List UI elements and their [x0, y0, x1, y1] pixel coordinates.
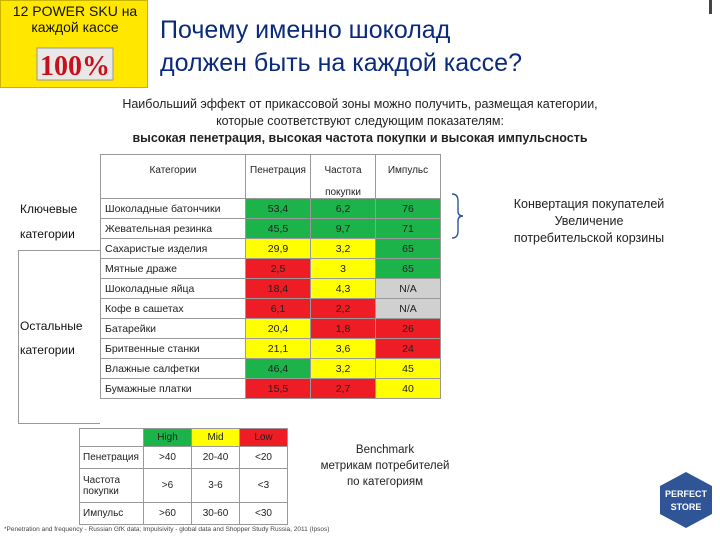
cell-frequency: 4,3: [311, 279, 376, 299]
benchmark-line-1: Benchmark: [355, 444, 415, 456]
table-row: [101, 259, 441, 279]
subtitle-line-2: которые соответствуют следующим показателям:: [216, 114, 504, 128]
row-name: Бритвенные станки: [101, 339, 246, 359]
legend-mid-value: 30-60: [192, 503, 240, 525]
row-name: Бумажные платки: [101, 379, 246, 399]
subtitle: [60, 96, 660, 147]
cell-impulse: 45: [376, 359, 441, 379]
cell-impulse: 71: [376, 219, 441, 239]
group-other-label-2: категории: [20, 343, 75, 357]
header-impulse: Импульс: [376, 155, 441, 199]
page-title: [160, 14, 660, 80]
benchmark-line-2: метрикам потребителей: [320, 460, 450, 472]
cell-penetration: 6,1: [246, 299, 311, 319]
table-row: [101, 219, 441, 239]
cell-penetration: 46,4: [246, 359, 311, 379]
cell-frequency: 2,7: [311, 379, 376, 399]
legend-high-value: >6: [144, 469, 192, 503]
legend-high-value: >60: [144, 503, 192, 525]
table-row: [101, 319, 441, 339]
row-name: Мятные драже: [101, 259, 246, 279]
svg-text:100%: 100%: [40, 51, 110, 82]
legend-mid-value: 20-40: [192, 447, 240, 469]
table-row: [101, 199, 441, 219]
power-sku-badge: [0, 0, 148, 88]
curly-brace-icon: [450, 193, 464, 239]
badge-line-2: каждой кассе: [31, 19, 119, 35]
cell-penetration: 18,4: [246, 279, 311, 299]
cell-impulse: 65: [376, 259, 441, 279]
table-row: [101, 359, 441, 379]
perfect-store-logo-icon: [656, 470, 716, 530]
cell-frequency: 3,6: [311, 339, 376, 359]
row-name: Влажные салфетки: [101, 359, 246, 379]
cell-penetration: 45,5: [246, 219, 311, 239]
svg-text:STORE: STORE: [670, 502, 702, 512]
cell-penetration: 15,5: [246, 379, 311, 399]
legend-low-value: <30: [240, 503, 288, 525]
corner-mark: [709, 0, 712, 14]
badge-text: [1, 3, 149, 35]
conversion-line-2: Увеличение: [554, 214, 624, 228]
subtitle-line-3: высокая пенетрация, высокая частота покупки и высокая импульсность: [132, 131, 588, 145]
cell-frequency: 1,8: [311, 319, 376, 339]
footnote: *Penetration and frequency - Russian GfK data; Impulsivity - global data and Shopper Study Russia, 2011 (Ipsos): [4, 526, 330, 533]
cell-impulse: 40: [376, 379, 441, 399]
legend-mid-value: 3-6: [192, 469, 240, 503]
title-line-1: Почему именно шоколад: [160, 16, 451, 44]
cell-penetration: 21,1: [246, 339, 311, 359]
legend-high-value: >40: [144, 447, 192, 469]
cell-penetration: 53,4: [246, 199, 311, 219]
header-penetration: Пенетрация: [246, 155, 311, 199]
row-name: Шоколадные яйца: [101, 279, 246, 299]
cell-penetration: 29,9: [246, 239, 311, 259]
row-name: Кофе в сашетах: [101, 299, 246, 319]
legend-low: Low: [240, 429, 288, 447]
cell-impulse: 76: [376, 199, 441, 219]
svg-text:PERFECT: PERFECT: [664, 489, 708, 499]
cell-impulse: 65: [376, 239, 441, 259]
row-name: Шоколадные батончики: [101, 199, 246, 219]
benchmark-line-3: по категориям: [346, 476, 424, 488]
table-row: [101, 299, 441, 319]
benchmark-legend-table: [79, 428, 288, 525]
cell-impulse: N/A: [376, 279, 441, 299]
group-other-label-1: Остальные: [20, 319, 83, 333]
cell-penetration: 20,4: [246, 319, 311, 339]
badge-line-1: 12 POWER SKU на: [12, 3, 138, 19]
header-category: Категории: [101, 155, 246, 199]
group-key-label-1: Ключевые: [20, 202, 78, 216]
legend-row: [80, 469, 288, 503]
row-name: Батарейки: [101, 319, 246, 339]
row-name: Сахаристые изделия: [101, 239, 246, 259]
legend-row: [80, 447, 288, 469]
table-row: [101, 279, 441, 299]
cell-frequency: 3,2: [311, 359, 376, 379]
cell-frequency: 3,2: [311, 239, 376, 259]
cell-impulse: 24: [376, 339, 441, 359]
cell-frequency: 9,7: [311, 219, 376, 239]
category-metrics-table: [100, 154, 441, 399]
legend-corner: [80, 429, 144, 447]
title-line-2: должен быть на каждой кассе?: [160, 49, 522, 77]
cell-impulse: N/A: [376, 299, 441, 319]
legend-row-name: Пенетрация: [80, 447, 144, 469]
100-percent-stamp-icon: [35, 44, 115, 84]
table-row: [101, 339, 441, 359]
legend-mid: Mid: [192, 429, 240, 447]
benchmark-note: [310, 442, 460, 490]
row-name: Жевательная резинка: [101, 219, 246, 239]
cell-penetration: 2,5: [246, 259, 311, 279]
conversion-note: [466, 196, 712, 247]
table-row: [101, 379, 441, 399]
legend-low-value: <3: [240, 469, 288, 503]
table-header-row: [101, 155, 441, 199]
subtitle-line-1: Наибольший эффект от прикассовой зоны можно получить, размещая категории,: [122, 97, 598, 111]
legend-high: High: [144, 429, 192, 447]
cell-frequency: 2,2: [311, 299, 376, 319]
cell-frequency: 3: [311, 259, 376, 279]
conversion-line-1: Конвертация покупателей: [513, 197, 665, 211]
header-frequency: Частота покупки: [311, 155, 376, 199]
legend-row-name: Импульс: [80, 503, 144, 525]
legend-row: [80, 503, 288, 525]
cell-frequency: 6,2: [311, 199, 376, 219]
legend-row-name: Частота покупки: [80, 469, 144, 503]
group-key-label-2: категории: [20, 227, 75, 241]
cell-impulse: 26: [376, 319, 441, 339]
legend-header-row: [80, 429, 288, 447]
conversion-line-3: потребительской корзины: [513, 231, 665, 245]
legend-low-value: <20: [240, 447, 288, 469]
table-row: [101, 239, 441, 259]
